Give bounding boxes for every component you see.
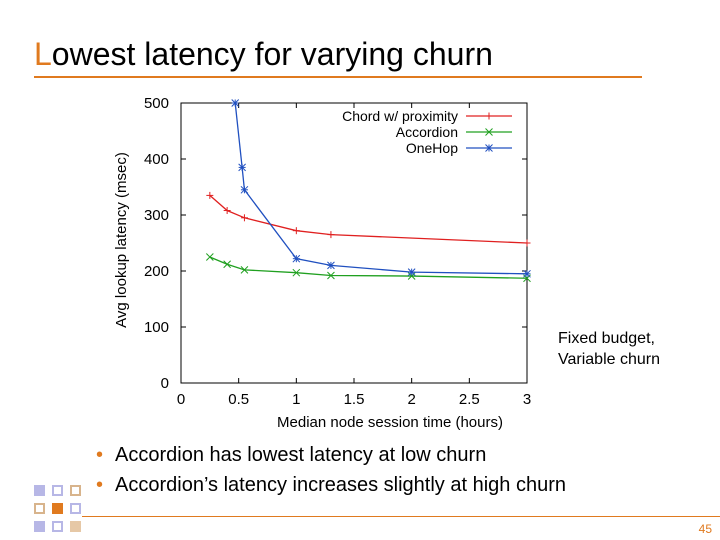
legend-label: OneHop (405, 140, 458, 156)
budget-note (558, 328, 660, 370)
slide-title-rest: owest latency for varying churn (51, 36, 493, 72)
series-accordion (206, 254, 530, 282)
x-tick-label: 0.5 (228, 391, 250, 408)
series-chord-w-proximity (206, 192, 530, 247)
series-line (210, 195, 527, 243)
bullet-marker: • (96, 444, 104, 466)
y-tick-label: 100 (143, 319, 169, 336)
page-number: 45 (698, 522, 712, 536)
bullet-text: Accordion’s latency increases slightly at high churn (115, 474, 566, 496)
legend-label: Accordion (395, 124, 458, 140)
y-tick-label: 0 (160, 375, 169, 392)
bullet-text: Accordion has lowest latency at low churn (115, 444, 487, 466)
footer-divider (82, 516, 720, 517)
budget-note-line2: Variable churn (558, 351, 660, 368)
legend-label: Chord w/ proximity (342, 108, 458, 124)
y-tick-label: 300 (143, 207, 169, 224)
plot-frame (181, 103, 527, 383)
series-line (210, 257, 527, 278)
x-axis-label: Median node session time (hours) (277, 414, 503, 431)
series-line (235, 103, 527, 274)
y-axis-label: Avg lookup latency (msec) (113, 152, 130, 328)
x-tick-label: 0 (176, 391, 186, 408)
budget-note-line1: Fixed budget, (558, 330, 655, 347)
x-tick-label: 3 (522, 391, 532, 408)
bullet-marker: • (96, 474, 104, 496)
x-tick-label: 1 (292, 391, 301, 408)
series-onehop (232, 100, 531, 278)
x-tick-label: 2 (407, 391, 416, 408)
slide-title-initial: L (34, 36, 52, 72)
bullet-list (96, 440, 566, 500)
decorative-squares-icon (34, 485, 82, 533)
x-tick-label: 1.5 (343, 391, 365, 408)
x-tick-label: 2.5 (458, 391, 480, 408)
y-tick-label: 400 (143, 151, 169, 168)
bullet-item (96, 440, 566, 470)
y-tick-label: 500 (143, 95, 169, 112)
y-tick-label: 200 (143, 263, 169, 280)
bullet-item (96, 470, 566, 500)
